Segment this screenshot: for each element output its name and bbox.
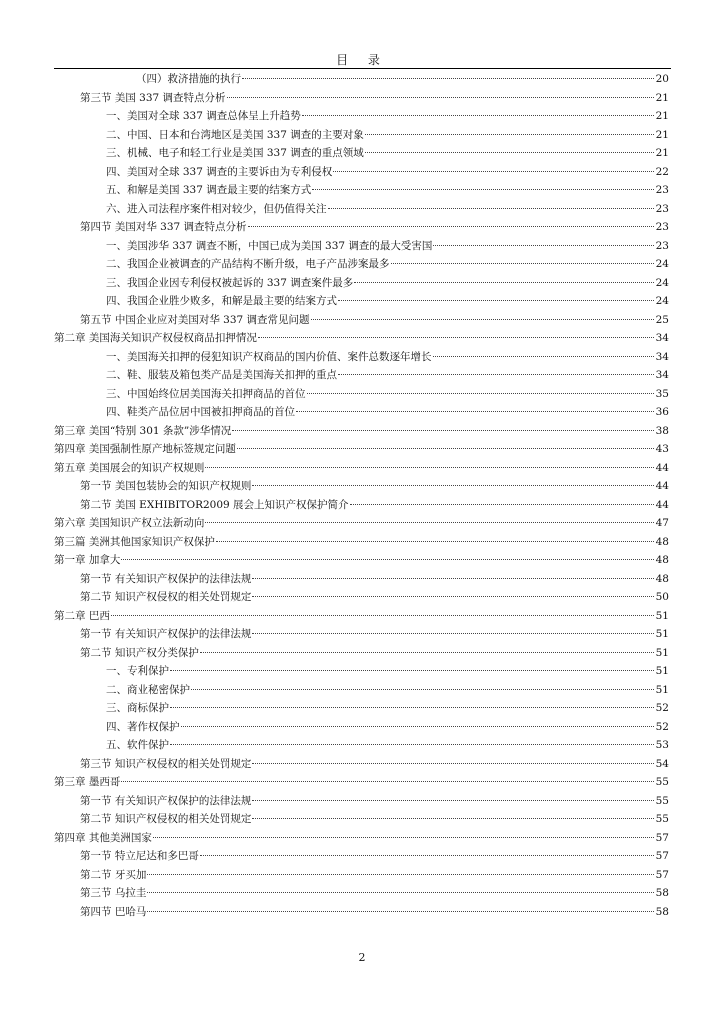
- toc-entry[interactable]: [0, 144, 724, 163]
- toc-entry-page: 53: [655, 739, 669, 751]
- toc-entry-page: 48: [655, 572, 669, 585]
- toc-entry[interactable]: [0, 107, 724, 126]
- toc-dot-leader: [252, 596, 654, 597]
- toc-entry-page: 21: [655, 147, 669, 159]
- toc-dot-leader: [216, 541, 654, 542]
- toc-entry-label: 第六章 美国知识产权立法新动向: [54, 517, 205, 529]
- toc-entry-label: 第二节 知识产权分类保护: [80, 646, 199, 659]
- toc-dot-leader: [252, 800, 654, 801]
- toc-entry-page: 51: [655, 646, 669, 659]
- toc-entry-page: 34: [655, 332, 669, 344]
- toc-dot-leader: [338, 374, 654, 375]
- toc-dot-leader: [237, 448, 654, 449]
- toc-dot-leader: [121, 781, 654, 782]
- toc-entry-page: 34: [655, 350, 669, 363]
- toc-dot-leader: [307, 393, 655, 394]
- toc-entry-page: 36: [655, 406, 669, 418]
- toc-dot-leader: [338, 300, 654, 301]
- toc-entry[interactable]: [0, 181, 724, 200]
- toc-entry-label: 第四节 巴哈马: [80, 905, 147, 918]
- toc-entry-page: 57: [655, 850, 669, 862]
- toc-entry-label: 一、专利保护: [106, 665, 169, 677]
- toc-entry[interactable]: [0, 385, 724, 404]
- toc-dot-leader: [111, 615, 654, 616]
- toc-dot-leader: [170, 744, 654, 745]
- toc-entry[interactable]: [0, 699, 724, 718]
- toc-entry[interactable]: [0, 773, 724, 792]
- toc-entry[interactable]: [0, 847, 724, 866]
- toc-entry-page: 20: [655, 73, 669, 85]
- toc-entry-page: 51: [655, 665, 669, 677]
- toc-entry-label: 三、机械、电子和轻工行业是美国 337 调查的重点领域: [106, 147, 364, 159]
- toc-entry-page: 51: [655, 683, 669, 696]
- toc-entry-page: 47: [655, 517, 669, 529]
- toc-entry-label: 第三节 美国 337 调查特点分析: [80, 91, 226, 104]
- toc-entry-page: 24: [655, 276, 669, 289]
- toc-entry-label: 第四章 其他美洲国家: [54, 831, 152, 844]
- toc-entry-page: 55: [655, 813, 669, 825]
- toc-entry[interactable]: [0, 237, 724, 256]
- toc-entry-page: 50: [655, 591, 669, 603]
- toc-dot-leader: [252, 633, 654, 634]
- toc-entry-label: 四、美国对全球 337 调查的主要诉由为专利侵权: [106, 165, 333, 178]
- toc-entry[interactable]: [0, 477, 724, 496]
- toc-entry-label: 三、商标保护: [106, 702, 169, 714]
- toc-entry-page: 44: [655, 480, 669, 492]
- toc-entry[interactable]: [0, 866, 724, 885]
- toc-dot-leader: [200, 652, 654, 653]
- toc-entry-page: 51: [655, 609, 669, 622]
- toc-dot-leader: [242, 78, 654, 79]
- toc-dot-leader: [365, 152, 654, 153]
- toc-dot-leader: [248, 226, 654, 227]
- toc-entry-label: 第三章 墨西哥: [54, 776, 121, 788]
- toc-entry-label: 第一章 加拿大: [54, 554, 121, 566]
- toc-entry-page: 24: [655, 295, 669, 307]
- toc-entry-page: 44: [655, 461, 669, 474]
- toc-entry-page: 55: [655, 776, 669, 788]
- toc-entry-page: 21: [655, 110, 669, 122]
- toc-dot-leader: [433, 245, 654, 246]
- toc-entry-label: 三、我国企业因专利侵权被起诉的 337 调查案件最多: [106, 276, 354, 289]
- toc-entry-label: 六、进入司法程序案件相对较少，但仍值得关注: [106, 202, 327, 215]
- toc-entry-label: 第一节 有关知识产权保护的法律法规: [80, 572, 252, 585]
- toc-entry[interactable]: [0, 403, 724, 422]
- toc-entry-page: 55: [655, 794, 669, 807]
- toc-entry-label: 一、美国对全球 337 调查总体呈上升趋势: [106, 110, 301, 122]
- toc-entry[interactable]: [0, 459, 724, 478]
- toc-entry[interactable]: [0, 681, 724, 700]
- toc-entry-page: 58: [655, 905, 669, 918]
- toc-dot-leader: [302, 115, 654, 116]
- toc-entry-page: 25: [655, 313, 669, 326]
- toc-entry-label: 第三篇 美洲其他国家知识产权保护: [54, 535, 215, 548]
- toc-dot-leader: [232, 430, 654, 431]
- toc-entry-label: 二、中国、日本和台湾地区是美国 337 调查的主要对象: [106, 128, 364, 141]
- toc-entry[interactable]: [0, 829, 724, 848]
- toc-entry-label: 第一节 有关知识产权保护的法律法规: [80, 794, 252, 807]
- toc-dot-leader: [312, 189, 654, 190]
- page-number: 2: [358, 951, 366, 964]
- toc-entry[interactable]: [0, 422, 724, 441]
- toc-dot-leader: [147, 892, 654, 893]
- toc-entry[interactable]: [0, 255, 724, 274]
- toc-dot-leader: [147, 911, 654, 912]
- toc-entry-page: 48: [655, 535, 669, 548]
- toc-entry-page: 34: [655, 369, 669, 381]
- toc-entry-label: 二、鞋、服装及箱包类产品是美国海关扣押的重点: [106, 369, 337, 381]
- toc-dot-leader: [258, 337, 654, 338]
- toc-dot-leader: [328, 208, 655, 209]
- toc-entry-page: 23: [655, 202, 669, 215]
- toc-entry-page: 58: [655, 887, 669, 899]
- toc-entry[interactable]: [0, 311, 724, 330]
- toc-entry[interactable]: [0, 718, 724, 737]
- toc-entry[interactable]: [0, 792, 724, 811]
- toc-dot-leader: [354, 282, 654, 283]
- toc-entry[interactable]: [0, 292, 724, 311]
- toc-entry-label: 五、软件保护: [106, 739, 169, 751]
- toc-dot-leader: [252, 578, 654, 579]
- toc-entry[interactable]: [0, 662, 724, 681]
- toc-entry[interactable]: [0, 588, 724, 607]
- toc-entry-label: 第三节 乌拉圭: [80, 887, 147, 899]
- toc-entry-label: 第一节 特立尼达和多巴哥: [80, 850, 199, 862]
- toc-dot-leader: [365, 134, 654, 135]
- toc-entry[interactable]: [0, 570, 724, 589]
- toc-dot-leader: [252, 818, 654, 819]
- toc-entry-page: 57: [655, 868, 669, 881]
- toc-entry-label: 二、我国企业被调查的产品结构不断升级，电子产品涉案最多: [106, 258, 390, 270]
- toc-dot-leader: [170, 670, 654, 671]
- toc-dot-leader: [252, 485, 654, 486]
- toc-dot-leader: [191, 689, 654, 690]
- toc-entry-page: 48: [655, 554, 669, 566]
- toc-entry-page: 52: [655, 720, 669, 733]
- toc-entry[interactable]: [0, 329, 724, 348]
- toc-dot-leader: [147, 874, 654, 875]
- toc-entry[interactable]: [0, 514, 724, 533]
- toc-entry-label: 三、中国始终位居美国海关扣押商品的首位: [106, 387, 306, 400]
- toc-entry-label: 第三章 美国“特别 301 条款”涉华情况: [54, 424, 232, 437]
- toc-entry[interactable]: [0, 496, 724, 515]
- toc-dot-leader: [170, 707, 654, 708]
- toc-entry[interactable]: [0, 903, 724, 922]
- toc-entry-page: 24: [655, 258, 669, 270]
- toc-entry-label: 第二章 美国海关知识产权侵权商品扣押情况: [54, 332, 257, 344]
- toc-entry[interactable]: [0, 348, 724, 367]
- toc-entry-page: 22: [655, 165, 669, 178]
- toc-dot-leader: [181, 726, 655, 727]
- toc-entry-label: 第五章 美国展会的知识产权规则: [54, 461, 205, 474]
- toc-entry-label: 二、商业秘密保护: [106, 683, 190, 696]
- toc-entry-label: 四、著作权保护: [106, 720, 180, 733]
- toc-entry[interactable]: [0, 625, 724, 644]
- toc-entry-page: 23: [655, 221, 669, 233]
- toc-dot-leader: [252, 763, 654, 764]
- toc-entry-page: 21: [655, 128, 669, 141]
- toc-entry-page: 57: [655, 831, 669, 844]
- toc-entry[interactable]: [0, 810, 724, 829]
- toc-entry[interactable]: [0, 366, 724, 385]
- toc-dot-leader: [121, 559, 654, 560]
- toc-entry-label: 第三节 知识产权侵权的相关处罚规定: [80, 757, 252, 770]
- toc-dot-leader: [391, 263, 655, 264]
- toc-dot-leader: [205, 522, 654, 523]
- toc-entry-page: 23: [655, 184, 669, 196]
- toc-entry-page: 21: [655, 91, 669, 104]
- toc-entry-label: 第二节 知识产权侵权的相关处罚规定: [80, 813, 252, 825]
- toc-entry[interactable]: [0, 884, 724, 903]
- toc-entry[interactable]: [0, 163, 724, 182]
- toc-entry[interactable]: [0, 200, 724, 219]
- toc-dot-leader: [200, 855, 654, 856]
- table-of-contents: [0, 70, 724, 921]
- toc-entry[interactable]: [0, 126, 724, 145]
- toc-entry-label: 第二节 美国 EXHIBITOR2009 展会上知识产权保护简介: [80, 498, 349, 511]
- toc-entry-page: 44: [655, 498, 669, 511]
- toc-entry-label: 四、鞋类产品位居中国被扣押商品的首位: [106, 406, 295, 418]
- toc-dot-leader: [227, 97, 654, 98]
- toc-entry-label: 第一节 有关知识产权保护的法律法规: [80, 628, 252, 640]
- toc-entry-label: 四、我国企业胜少败多，和解是最主要的结案方式: [106, 295, 337, 307]
- toc-entry[interactable]: [0, 218, 724, 237]
- toc-entry[interactable]: [0, 644, 724, 663]
- toc-entry[interactable]: [0, 274, 724, 293]
- toc-entry[interactable]: [0, 440, 724, 459]
- toc-entry-label: 第二节 知识产权侵权的相关处罚规定: [80, 591, 252, 603]
- toc-entry-page: 35: [655, 387, 669, 400]
- toc-entry-page: 43: [655, 443, 669, 455]
- toc-entry-label: 第五节 中国企业应对美国对华 337 调查常见问题: [80, 313, 310, 326]
- toc-entry[interactable]: [0, 551, 724, 570]
- toc-entry-label: 一、美国海关扣押的侵犯知识产权商品的国内价值、案件总数逐年增长: [106, 350, 432, 363]
- toc-entry-page: 54: [655, 757, 669, 770]
- toc-dot-leader: [350, 504, 654, 505]
- toc-entry[interactable]: [0, 70, 724, 89]
- toc-dot-leader: [205, 467, 654, 468]
- toc-entry-page: 52: [655, 702, 669, 714]
- toc-dot-leader: [333, 171, 654, 172]
- toc-entry[interactable]: [0, 607, 724, 626]
- toc-entry-label: 第四章 美国强制性原产地标签规定问题: [54, 443, 236, 455]
- toc-entry-page: 38: [655, 424, 669, 437]
- toc-entry-label: （四）救济措施的执行: [136, 73, 241, 85]
- toc-dot-leader: [311, 319, 654, 320]
- toc-dot-leader: [153, 837, 654, 838]
- toc-entry-page: 51: [655, 628, 669, 640]
- toc-entry-label: 第一节 美国包装协会的知识产权规则: [80, 480, 252, 492]
- toc-entry[interactable]: [0, 755, 724, 774]
- toc-dot-leader: [433, 356, 655, 357]
- toc-entry-label: 一、美国涉华 337 调查不断，中国已成为美国 337 调查的最大受害国: [106, 239, 433, 252]
- toc-entry-page: 23: [655, 239, 669, 252]
- toc-entry-label: 第二章 巴西: [54, 609, 110, 622]
- page-header-title: 目 录: [336, 53, 388, 67]
- header-divider: [54, 68, 671, 69]
- toc-entry-label: 第四节 美国对华 337 调查特点分析: [80, 221, 247, 233]
- toc-entry-label: 第二节 牙买加: [80, 868, 147, 881]
- toc-dot-leader: [296, 411, 654, 412]
- toc-entry-label: 五、和解是美国 337 调查最主要的结案方式: [106, 184, 312, 196]
- toc-entry[interactable]: [0, 533, 724, 552]
- toc-entry[interactable]: [0, 89, 724, 108]
- toc-entry[interactable]: [0, 736, 724, 755]
